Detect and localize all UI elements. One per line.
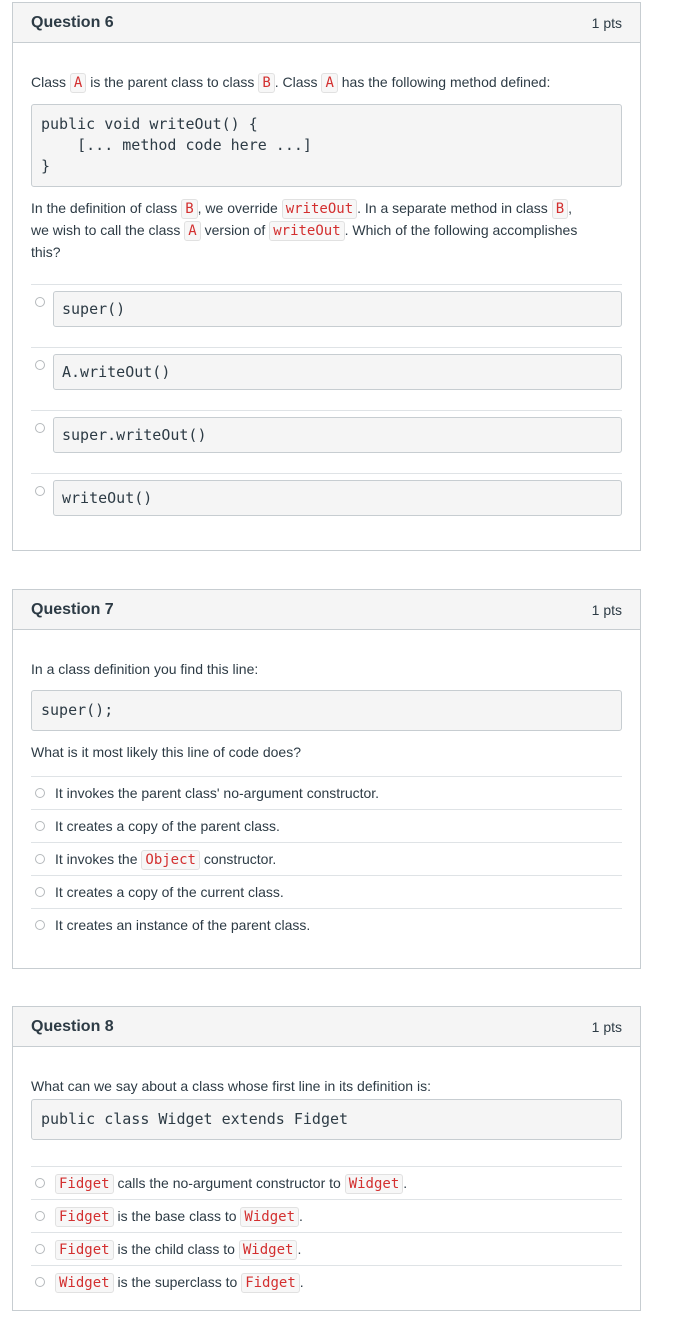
answer-option[interactable]	[31, 1265, 622, 1298]
question-7	[12, 589, 641, 969]
answer-list	[31, 776, 622, 941]
answer-text	[55, 1205, 303, 1227]
prompt-text: this?	[31, 244, 61, 260]
prompt-text: . In a separate method in class	[357, 200, 548, 216]
question-6	[12, 2, 641, 551]
answer-text-part: is the base class to	[117, 1208, 237, 1224]
prompt-text: Class	[31, 74, 67, 90]
answer-list	[31, 1166, 622, 1298]
answer-text: It creates a copy of the parent class.	[55, 818, 280, 834]
question-points: 1 pts	[591, 14, 622, 31]
question-points: 1 pts	[591, 1018, 622, 1035]
answer-option[interactable]	[31, 875, 622, 908]
answer-text-part: constructor.	[203, 851, 277, 867]
inline-code: B	[181, 199, 197, 219]
question-points: 1 pts	[591, 601, 622, 618]
question-body	[13, 630, 640, 941]
answer-text	[55, 1271, 304, 1293]
answer-option[interactable]	[31, 842, 622, 875]
radio-button[interactable]	[35, 920, 45, 930]
answer-option[interactable]	[31, 347, 622, 410]
inline-code: Widget	[239, 1240, 298, 1260]
code-block: public class Widget extends Fidget	[31, 1099, 622, 1140]
answer-text-part: .	[403, 1175, 408, 1191]
question-followup: What is it most likely this line of code does?	[31, 744, 302, 760]
answer-text	[55, 848, 276, 870]
answer-text-part: .	[299, 1208, 303, 1224]
question-title: Question 7	[31, 600, 114, 618]
prompt-text: has the following method defined:	[341, 74, 551, 90]
inline-code: Fidget	[55, 1174, 114, 1194]
prompt-text: ,	[568, 200, 573, 216]
question-prompt: What can we say about a class whose first line in its definition is:	[31, 1078, 431, 1094]
radio-button[interactable]	[35, 423, 45, 433]
prompt-text: . Class	[274, 74, 318, 90]
inline-code: B	[258, 73, 274, 93]
prompt-text: In the definition of class	[31, 200, 178, 216]
question-followup	[31, 197, 622, 263]
answer-text-part: is the superclass to	[117, 1274, 238, 1290]
answer-option[interactable]	[31, 410, 622, 473]
question-header	[13, 3, 640, 43]
radio-button[interactable]	[35, 297, 45, 307]
answer-code: writeOut()	[53, 480, 622, 516]
inline-code: Fidget	[55, 1240, 114, 1260]
prompt-text: we wish to call the class	[31, 222, 181, 238]
answer-list	[31, 284, 622, 536]
answer-text-part: .	[297, 1241, 302, 1257]
question-header	[13, 590, 640, 630]
answer-option[interactable]	[31, 473, 622, 536]
radio-button[interactable]	[35, 1211, 45, 1221]
inline-code: Fidget	[55, 1207, 114, 1227]
answer-option[interactable]	[31, 1166, 622, 1199]
radio-button[interactable]	[35, 1178, 45, 1188]
inline-code: A	[184, 221, 200, 241]
question-8	[12, 1006, 641, 1311]
inline-code: A	[321, 73, 337, 93]
answer-text-part: is the child class to	[117, 1241, 235, 1257]
prompt-text: , we override	[197, 200, 278, 216]
answer-text	[55, 1172, 407, 1194]
inline-code: writeOut	[269, 221, 344, 241]
radio-button[interactable]	[35, 821, 45, 831]
question-title: Question 6	[31, 13, 114, 31]
answer-code: super()	[53, 291, 622, 327]
inline-code: Fidget	[241, 1273, 300, 1293]
question-title: Question 8	[31, 1017, 114, 1035]
answer-text-part: It invokes the	[55, 851, 138, 867]
prompt-text: is the parent class to class	[90, 74, 255, 90]
inline-code: B	[552, 199, 568, 219]
answer-text	[55, 1238, 301, 1260]
radio-button[interactable]	[35, 854, 45, 864]
answer-text: It creates a copy of the current class.	[55, 884, 284, 900]
answer-text-part: calls the no-argument constructor to	[117, 1175, 341, 1191]
answer-option[interactable]	[31, 776, 622, 809]
answer-code: A.writeOut()	[53, 354, 622, 390]
answer-text: It creates an instance of the parent class.	[55, 917, 311, 933]
inline-code: Object	[141, 850, 200, 870]
inline-code: Widget	[240, 1207, 299, 1227]
prompt-text: version of	[204, 222, 266, 238]
inline-code: Widget	[345, 1174, 404, 1194]
answer-text: It invokes the parent class' no-argument constructor.	[55, 785, 380, 801]
answer-option[interactable]	[31, 1199, 622, 1232]
code-block: public void writeOut() { [... method code here ...] }	[31, 104, 622, 187]
code-block: super();	[31, 690, 622, 731]
question-prompt	[31, 71, 622, 93]
radio-button[interactable]	[35, 486, 45, 496]
inline-code: A	[70, 73, 86, 93]
answer-option[interactable]	[31, 908, 622, 941]
question-body	[13, 43, 640, 536]
question-prompt: In a class definition you find this line:	[31, 661, 259, 677]
inline-code: writeOut	[282, 199, 357, 219]
answer-option[interactable]	[31, 284, 622, 347]
prompt-text: . Which of the following accomplishes	[344, 222, 578, 238]
radio-button[interactable]	[35, 1244, 45, 1254]
radio-button[interactable]	[35, 1277, 45, 1287]
answer-text-part: .	[299, 1274, 304, 1290]
inline-code: Widget	[55, 1273, 114, 1293]
radio-button[interactable]	[35, 360, 45, 370]
answer-code: super.writeOut()	[53, 417, 622, 453]
radio-button[interactable]	[35, 788, 45, 798]
answer-option[interactable]	[31, 1232, 622, 1265]
answer-option[interactable]	[31, 809, 622, 842]
question-body	[13, 1047, 640, 1298]
radio-button[interactable]	[35, 887, 45, 897]
question-header	[13, 1007, 640, 1047]
